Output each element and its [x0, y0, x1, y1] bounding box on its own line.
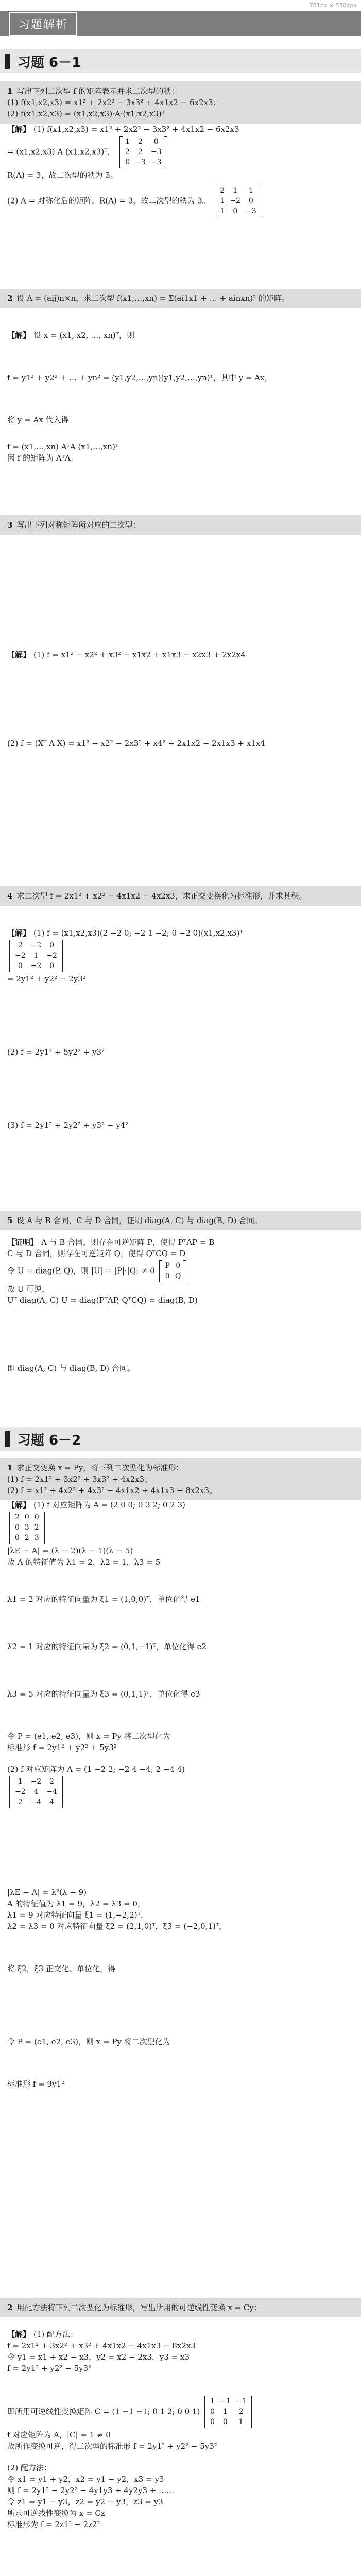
solution-line: 标准形为 f = 2z1² − 2z2² [7, 2520, 100, 2529]
matrix-entry: −2 [30, 941, 42, 950]
matrix-entry: 2 [18, 941, 23, 950]
solution-line: 令 U = diag(P, Q)，则 |U| = |P|·|Q| ≠ 0 [7, 1266, 155, 1276]
matrix [9, 1512, 45, 1544]
solution-line: 将 y = Ax 代入得 [7, 415, 69, 425]
solution-line: (3) f = 2y1² + 2y2² + y3² − y4² [7, 1121, 129, 1130]
solution-line: f 对应矩阵为 A，|C| = 1 ≠ 0 [7, 2430, 111, 2439]
solution-line: 令 P = (e1, e2, e3)，则 x = Py 将二次型化为 [7, 2037, 170, 2046]
matrix-entry: 2 [220, 187, 225, 195]
solution-line: (1) f = (x1,x2,x3)(2 −2 0; −2 1 −2; 0 −2 0)(x1,x2,x3)ᵀ [33, 928, 243, 938]
solution-line: λ2 = λ3 = 0 对应特征向量 ξ2 = (2,1,0)ᵀ，ξ3 = (−2,0,1)ᵀ， [7, 1922, 227, 1931]
matrix-entry: P [165, 1262, 170, 1270]
matrix-entry: 0 [233, 207, 238, 215]
question-number: 1 [7, 1463, 13, 1472]
matrix-entry: 0 [15, 1534, 20, 1542]
matrix-entry: −3 [246, 207, 256, 215]
section-band-6-1 [0, 49, 361, 73]
solution-line: f = (x1,…,xn) AᵀA (x1,…,xn)ᵀ [7, 442, 119, 451]
solution-line: Uᵀ diag(A, C) U = diag(PᵀAP, QᵀCQ) = diag(B, D) [7, 1296, 198, 1305]
question-text: 设 A = (aij)n×n，求二次型 f(x1,…,xn) = Σ(ai1x1 + … + ainxn)² 的矩阵。 [16, 294, 290, 303]
solution-line: = (x1,x2,x3) A (x1,x2,x3)ᵀ， [7, 147, 115, 157]
matrix-entry: 4 [33, 1788, 39, 1796]
question-3 [0, 515, 361, 535]
solution-line: 令 z1 = y1 − y3，z2 = y2 − y3，z3 = y3 [7, 2497, 163, 2506]
question-part: (1) f = 2x1² + 3x2² + 3x3² + 4x2x3； [7, 1475, 152, 1484]
solution-tag: 【解】 [7, 2330, 31, 2339]
solution-line: (2) f = 2y1² + 5y2² + y3² [7, 1047, 105, 1057]
question-number: 2 [7, 2303, 13, 2312]
section-band-6-2 [0, 1427, 361, 1451]
matrix-entry: 0 [248, 197, 253, 205]
matrix-entry: 0 [24, 1513, 29, 1521]
matrix-entry: 1 [125, 138, 130, 146]
solution-tag: 【解】 [7, 650, 31, 659]
solution-line: A 与 B 合同，则存在可逆矩阵 P，使得 PᵀAP = B [41, 1238, 215, 1247]
matrix-entry: 1 [233, 187, 238, 195]
solution-tag: 【解】 [7, 125, 31, 134]
matrix-entry: 2 [24, 1534, 29, 1542]
header-title: 习题解析 [9, 12, 77, 36]
question-text: 求二次型 f = 2x1² + x2² − 4x1x2 − 4x2x3，求正交变换化为标准形，并求其秩。 [16, 891, 306, 901]
matrix-entry: 0 [34, 1513, 39, 1521]
question-number: 1 [7, 87, 13, 96]
solution-tag: 【解】 [7, 928, 31, 938]
matrix-entry: −3 [150, 148, 162, 156]
matrix-entry: 0 [210, 2408, 215, 2416]
question-text: 求正交变换 x = Py，将下列二次型化为标准形： [16, 1463, 184, 1472]
matrix-entry: 0 [18, 962, 23, 970]
question-number: 3 [7, 520, 13, 530]
solution-line: 令 P = (e1, e2, e3)，则 x = Py 将二次型化为 [7, 1732, 170, 1741]
question-number: 2 [7, 294, 13, 303]
matrix-entry: Q [175, 1272, 181, 1280]
solution-line: |λE − A| = (λ − 2)(λ − 1)(λ − 5) [7, 1546, 133, 1555]
solution-line: (2) 配方法： [7, 2463, 52, 2472]
matrix-entry: 0 [49, 941, 55, 950]
matrix-entry: 2 [138, 138, 143, 146]
solution-7 [7, 2329, 352, 2530]
matrix-entry: 1 [248, 187, 253, 195]
question-text: 用配方法将下列二次型化为标准形，写出所用的可逆线性变换 x = Cy： [16, 2303, 262, 2312]
matrix-entry: 0 [15, 1523, 20, 1532]
question-part: (1) f(x1,x2,x3) = x1² + 2x2² − 3x3² + 4x1x2 − 6x2x3； [7, 98, 221, 107]
question-number: 4 [7, 891, 13, 901]
matrix [215, 185, 262, 217]
matrix-entry: −2 [30, 962, 42, 970]
matrix-entry: 4 [49, 1798, 55, 1806]
matrix-entry: −3 [150, 158, 162, 166]
matrix-entry: −2 [230, 197, 241, 205]
solution-line: (2) f 对应矩阵为 A = (1 −2 2; −2 4 −4; 2 −4 4) [7, 1765, 185, 1774]
matrix-entry: 1 [220, 197, 225, 205]
solution-line: 故 A 的特征值为 λ1 = 2，λ2 = 1，λ3 = 5 [7, 1557, 161, 1567]
solution-line: = 2y1² + y2² − 2y3² [7, 974, 86, 984]
solution-line: A 的特征值为 λ1 = 9，λ2 = λ3 = 0， [7, 1899, 145, 1908]
question-5 [0, 1211, 361, 1230]
solution-line: f = 2x1² + 3x2² + x3² + 4x1x2 − 4x1x3 − 8x2x3 [7, 2341, 196, 2350]
solution-line: |λE − A| = λ²(λ − 9) [7, 1888, 87, 1897]
matrix-entry: 2 [34, 1523, 39, 1532]
solution-line: λ3 = 5 对应的特征向量为 ξ3 = (0,1,1)ᵀ，单位化得 e3 [7, 1689, 200, 1699]
solution-1 [7, 124, 352, 218]
solution-line: 因 f 的矩阵为 AᵀA。 [7, 453, 78, 463]
solution-line: (2) f = (Xᵀ A X) = x1² − x2² − 2x3² + x4² + 2x1x2 − 2x1x3 + x1x4 [7, 739, 265, 748]
solution-tag: 【证明】 [7, 1238, 39, 1247]
matrix-entry: −2 [46, 952, 57, 960]
question-1 [0, 81, 361, 124]
solution-line: 故 U 可逆， [7, 1284, 50, 1294]
solution-line: λ2 = 1 对应的特征向量为 ξ2 = (0,1,−1)ᵀ，单位化得 e2 [7, 1642, 207, 1651]
solution-6 [7, 1499, 352, 2090]
section-title: 习题 6－2 [18, 1432, 81, 1448]
matrix [159, 1260, 186, 1282]
solution-line: 令 x1 = y1 + y2，x2 = y1 − y2，x3 = y3 [7, 2475, 164, 2484]
solution-line: 标准形 f = 9y1² [7, 2079, 64, 2089]
solution-4 [7, 927, 352, 1131]
matrix-entry: 2 [18, 1798, 23, 1806]
question-text: 写出下列对称矩阵所对应的二次型： [16, 520, 141, 530]
solution-line: f = y1² + y2² + … + yn² = (y1,y2,…,yn)(y1,y2,…,yn)ᵀ，其中 y = Ax， [7, 373, 272, 382]
matrix-entry: −4 [46, 1788, 57, 1796]
question-text: 设 A 与 B 合同，C 与 D 合同，证明 diag(A, C) 与 diag(B, D) 合同。 [16, 1216, 262, 1225]
solution-2 [7, 330, 352, 464]
question-2 [0, 289, 361, 308]
matrix-entry: 3 [34, 1534, 39, 1542]
question-4 [0, 886, 361, 906]
solution-line: (1) f = x1² − x2² + x3² − x1x2 + x1x3 − x2x3 + 2x2x4 [33, 650, 246, 659]
matrix-entry: 1 [18, 1777, 23, 1786]
matrix [204, 2396, 252, 2428]
matrix-entry: −2 [30, 1777, 42, 1786]
matrix-entry: 2 [125, 148, 130, 156]
solution-tag: 【解】 [7, 331, 31, 340]
question-6 [0, 1458, 361, 1500]
matrix [9, 940, 63, 972]
solution-line: C 与 D 合同，则存在可逆矩阵 Q，使得 QᵀCQ = D [7, 1249, 186, 1258]
matrix-entry: 1 [238, 2418, 244, 2426]
section-title: 习题 6－1 [18, 55, 81, 71]
matrix-entry: −2 [15, 1788, 26, 1796]
solution-line: (1) f(x1,x2,x3) = x1² + 2x2² − 3x3² + 4x1x2 − 6x2x3 [33, 125, 239, 134]
matrix-entry: 1 [222, 2408, 228, 2416]
matrix-entry: 0 [210, 2418, 215, 2426]
solution-5 [7, 1236, 352, 1374]
solution-line: 标准形 f = 2y1² + y2² + 5y3² [7, 1743, 117, 1752]
matrix-entry: 1 [33, 952, 39, 960]
solution-line: 设 x = (x1, x2, …, xn)ᵀ，则 [33, 331, 135, 340]
matrix-entry: −2 [15, 952, 26, 960]
solution-line: (1) f 对应矩阵为 A = (2 0 0; 0 3 2; 0 2 3) [33, 1500, 185, 1510]
question-text: 写出下列二次型 f 的矩阵表示并求二次型的秩： [16, 87, 179, 96]
section-marker [5, 1431, 10, 1447]
page-header [0, 11, 361, 36]
question-part: (2) f = x1² + 4x2² + 4x3² − 4x1x2 + 4x1x3 − 8x2x3。 [7, 1486, 217, 1495]
solution-line: R(A) = 3，故二次型的秩为 3。 [7, 171, 118, 180]
matrix [9, 1776, 63, 1808]
matrix-entry: −1 [235, 2397, 247, 2405]
solution-line: 将 ξ2，ξ3 正交化、单位化，得 [7, 1964, 116, 1973]
matrix-entry: 0 [125, 158, 130, 166]
matrix-entry: −1 [220, 2397, 231, 2405]
matrix-entry: −4 [30, 1798, 42, 1806]
matrix-entry: 3 [24, 1523, 29, 1532]
solution-line: 所求可逆线性变换为 x = Cz [7, 2509, 105, 2518]
matrix-entry: 0 [222, 2418, 228, 2426]
matrix-entry: 2 [15, 1513, 20, 1521]
matrix-entry: 0 [176, 1262, 181, 1270]
solution-line: (2) A = 对称化后的矩阵，R(A) = 3，故二次型的秩为 3。 [7, 196, 210, 206]
solution-line: 即所用可逆线性变换矩阵 C = (1 −1 −1; 0 1 2; 0 0 1) [7, 2406, 200, 2416]
solution-line: 则 f = 2y1² − 2y2² − 4y1y3 + 4y2y3 + …… [7, 2486, 175, 2495]
matrix-entry: 2 [238, 2408, 244, 2416]
matrix-entry: 0 [49, 962, 55, 970]
question-number: 5 [7, 1216, 13, 1225]
solution-line: 令 y1 = x1 + x2 − x3，y2 = x2 − 2x3，y3 = x3 [7, 2352, 190, 2362]
solution-line: λ1 = 2 对应的特征向量为 ξ1 = (1,0,0)ᵀ，单位化得 e1 [7, 1595, 200, 1604]
solution-line: 故所作变换可逆，得二次型的标准形 f = 2y1² + y2² − 5y3² [7, 2442, 217, 2451]
matrix-entry: 0 [165, 1272, 170, 1280]
solution-line: λ1 = 9 对应特征向量 ξ1 = (1,−2,2)ᵀ， [7, 1910, 148, 1920]
matrix-entry: 1 [220, 207, 225, 215]
top-watermark: 701px × 5304px [309, 2, 357, 9]
section-marker [5, 54, 10, 69]
matrix-entry: 2 [138, 148, 143, 156]
matrix-entry: −3 [135, 158, 146, 166]
solution-3 [7, 541, 352, 749]
question-part: (2) f(x1,x2,x3) = (x1,x2,x3)·A·(x1,x2,x3)ᵀ [7, 109, 165, 118]
question-7 [0, 2298, 361, 2317]
matrix-entry: 1 [210, 2397, 215, 2405]
solution-line: (1) 配方法： [33, 2330, 78, 2339]
solution-tag: 【解】 [7, 1500, 31, 1510]
matrix [119, 136, 167, 168]
solution-line: f = 2y1² + y2² − 5y3² [7, 2364, 92, 2373]
matrix-entry: 2 [49, 1777, 55, 1786]
matrix-entry: 0 [153, 138, 159, 146]
solution-line: 即 diag(A, C) 与 diag(B, D) 合同。 [7, 1364, 135, 1373]
